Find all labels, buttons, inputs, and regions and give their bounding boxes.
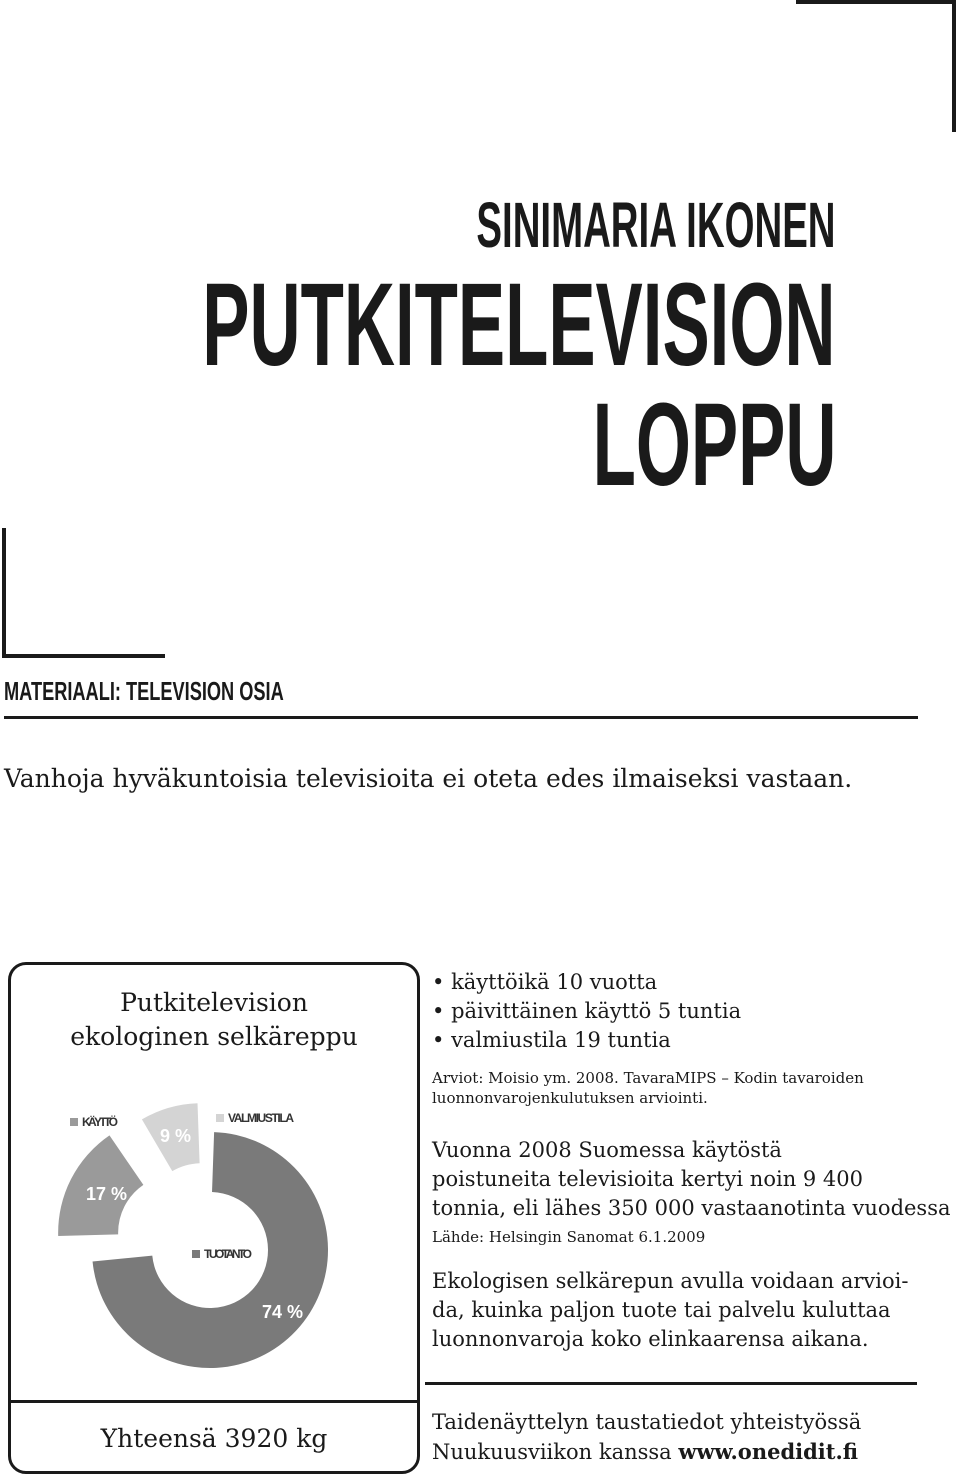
legend-label: VALMIUSTILA bbox=[228, 1111, 294, 1125]
source-note-estimates bbox=[432, 1068, 902, 1108]
value-label: 17 % bbox=[86, 1184, 128, 1204]
backpack-pie-chart bbox=[40, 1100, 380, 1390]
intro-text: Vanhoja hyväkuntoisia televisioita ei oteta edes ilmaiseksi vastaan. bbox=[4, 764, 853, 793]
chart-box-title-line1: Putkitelevision bbox=[120, 988, 308, 1017]
credit-prefix: Nuukuusviikon kanssa bbox=[432, 1440, 679, 1464]
legend-label: TUOTANTO bbox=[204, 1247, 252, 1261]
legend-label: KÄYTTÖ bbox=[82, 1115, 118, 1129]
legend-swatch bbox=[216, 1114, 224, 1122]
material-divider bbox=[4, 716, 918, 719]
chart-box-title bbox=[8, 986, 420, 1054]
value-label: 74 % bbox=[262, 1302, 304, 1322]
credit-divider bbox=[425, 1382, 917, 1385]
credit-url-link[interactable]: www.onedidit.fi bbox=[678, 1439, 859, 1464]
statistic-line: Vuonna 2008 Suomessa käytöstä bbox=[432, 1138, 782, 1162]
statistic-line: tonnia, eli lähes 350 000 vastaanotinta vuodessa bbox=[432, 1196, 951, 1220]
fact-bullet: • valmiustila 19 tuntia bbox=[432, 1028, 671, 1052]
method-line: da, kuinka paljon tuote tai palvelu kuluttaa bbox=[432, 1298, 891, 1322]
method-line: Ekologisen selkärepun avulla voidaan arvioi- bbox=[432, 1269, 909, 1293]
page-title-line2: LOPPU bbox=[592, 379, 836, 511]
chart-box-title-line2: ekologinen selkäreppu bbox=[70, 1022, 358, 1051]
author-name: SINIMARIA IKONEN bbox=[476, 189, 836, 261]
statistic-line: poistuneita televisioita kertyi noin 9 400 bbox=[432, 1167, 864, 1191]
source-note-line: Arviot: Moisio ym. 2008. TavaraMIPS – Kodin tavaroiden bbox=[432, 1069, 864, 1087]
value-label: 9 % bbox=[160, 1126, 192, 1146]
credit-line bbox=[432, 1437, 932, 1467]
fact-bullet-text: käyttöikä 10 vuotta bbox=[451, 970, 658, 994]
fact-bullet: • päivittäinen käyttö 5 tuntia bbox=[432, 999, 742, 1023]
legend-swatch bbox=[192, 1250, 200, 1258]
fact-bullet-text: valmiustila 19 tuntia bbox=[451, 1028, 671, 1052]
credit-line: Taidenäyttelyn taustatiedot yhteistyössä bbox=[432, 1410, 862, 1434]
material-label: MATERIAALI: TELEVISION OSIA bbox=[4, 676, 284, 706]
page-title-line1: PUTKITELEVISION bbox=[202, 259, 836, 391]
fact-bullet: • käyttöikä 10 vuotta bbox=[432, 970, 658, 994]
source-note-newspaper: Lähde: Helsingin Sanomat 6.1.2009 bbox=[432, 1228, 706, 1246]
corner-mark-bottom-left bbox=[2, 528, 165, 658]
legend-swatch bbox=[70, 1118, 78, 1126]
box-divider bbox=[8, 1400, 420, 1403]
fact-bullet-text: päivittäinen käyttö 5 tuntia bbox=[451, 999, 742, 1023]
corner-mark-top-right bbox=[796, 0, 956, 132]
method-paragraph bbox=[432, 1267, 916, 1354]
method-line: luonnonvaroja koko elinkaarensa aikana. bbox=[432, 1327, 869, 1351]
source-note-line: luonnonvarojenkulutuksen arviointi. bbox=[432, 1089, 708, 1107]
credit-paragraph bbox=[432, 1408, 932, 1467]
total-weight: Yhteensä 3920 kg bbox=[100, 1424, 328, 1453]
statistic-paragraph bbox=[432, 1136, 952, 1223]
